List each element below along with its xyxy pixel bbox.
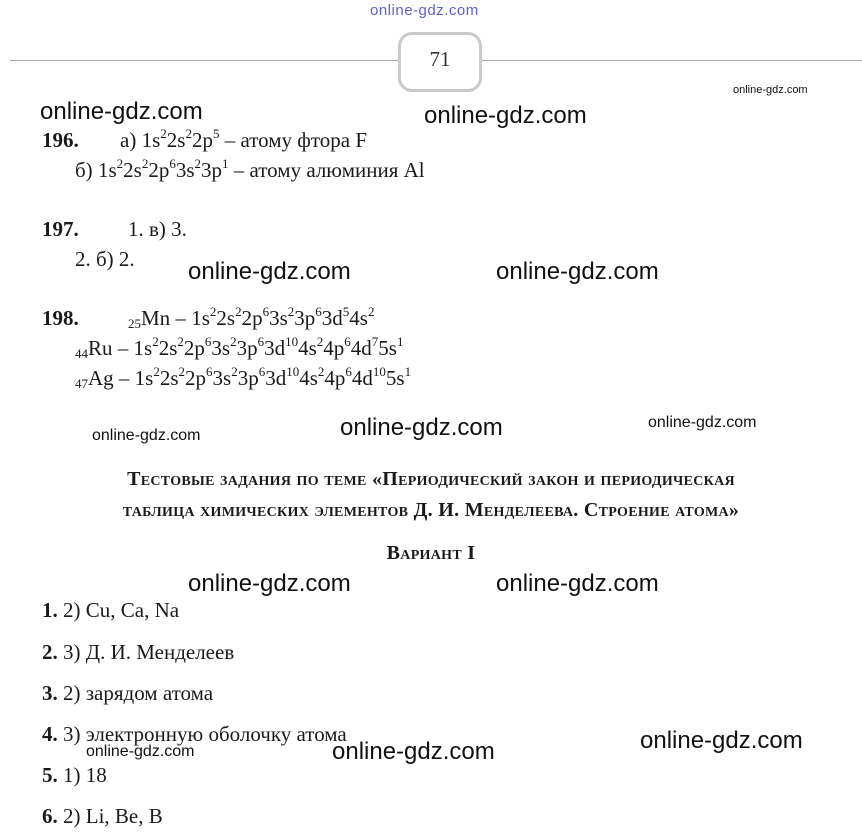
test-item: 2. 3) Д. И. Менделеев [42, 640, 235, 664]
answer-196-b: б) $1s^22s^22p^63s^23p^1$ – атому алюминия Al [75, 156, 425, 182]
test-item: 5. 1) 18 [42, 763, 107, 787]
answer-number: 198. [42, 306, 79, 330]
answer-196-a: 196. а) $1s^22s^22p^5$ – атому фтора F [42, 126, 368, 152]
section-title-line1: Тестовые задания по теме «Периодический закон и периодическая [127, 468, 735, 490]
test-item: 1. 2) Cu, Ca, Na [42, 598, 180, 622]
answer-197-line2: 2. б) 2. [75, 247, 135, 271]
site-header-watermark: online-gdz.com [370, 2, 479, 19]
answer-197-line1: 197. 1. в) 3. [42, 217, 187, 241]
watermark: online-gdz.com [332, 738, 495, 765]
answer-198-ag: $_{47}Ag - 1s^22s^22p^63s^23p^63d^{10}4s^24p^64d^{10}5s^1$ [75, 364, 412, 391]
answer-198-ru: $_{44}Ru - 1s^22s^22p^63s^23p^63d^{10}4s^24p^64d^75s^1$ [75, 334, 404, 361]
header-rule-right [476, 60, 862, 61]
watermark: online-gdz.com [496, 258, 659, 285]
watermark: online-gdz.com [92, 427, 201, 444]
test-item: 4. 3) электронную оболочку атома [42, 722, 347, 746]
watermark: online-gdz.com [424, 102, 587, 129]
watermark: online-gdz.com [86, 743, 195, 760]
watermark: online-gdz.com [188, 258, 351, 285]
watermark: online-gdz.com [648, 414, 757, 431]
watermark: online-gdz.com [340, 414, 503, 441]
page-number: 71 [398, 32, 482, 92]
test-item: 6. 2) Li, Be, B [42, 804, 163, 828]
section-title-line2: таблица химических элементов Д. И. Менделеева. Строение атома» [122, 499, 740, 521]
variant-title: Вариант I [386, 542, 476, 564]
watermark: online-gdz.com [733, 84, 808, 96]
watermark: online-gdz.com [188, 570, 351, 597]
answer-number: 197. [42, 217, 79, 241]
answer-number: 196. [42, 128, 79, 152]
watermark: online-gdz.com [640, 727, 803, 754]
header-rule-left [10, 60, 398, 61]
watermark: online-gdz.com [40, 98, 203, 125]
watermark: online-gdz.com [496, 570, 659, 597]
test-item: 3. 2) зарядом атома [42, 681, 214, 705]
answer-198-mn: 198. $_{25}Mn - 1s^22s^22p^63s^23p^63d^54s^2$ [42, 304, 375, 331]
